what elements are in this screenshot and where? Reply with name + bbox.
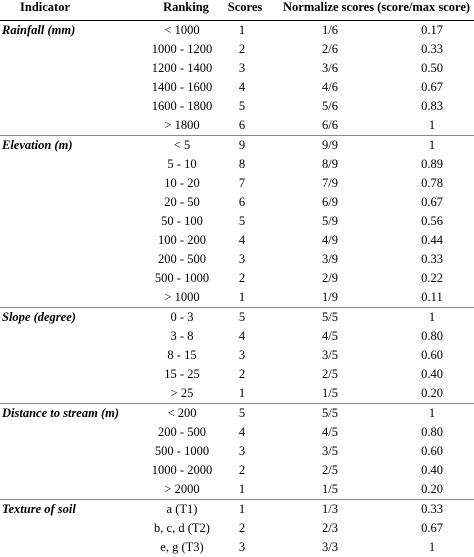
fraction-cell: 3/6 [322,61,338,75]
table-row [0,212,474,231]
ratio-cell: 0.40 [421,463,443,477]
ranking-cell: 500 - 1000 [154,444,210,458]
score-cell: 2 [238,271,246,285]
header-scores: Scores [227,0,263,14]
score-cell: 3 [238,348,246,362]
table-row [0,97,474,116]
ratio-cell: 0.78 [421,176,443,190]
ranking-cell: < 1000 [164,23,200,37]
table-row [0,461,474,480]
ratio-cell: 0.67 [421,195,443,209]
ratio-cell: 0.60 [421,348,443,362]
fraction-cell: 5/9 [322,214,338,228]
score-cell: 4 [238,329,246,343]
ranking-cell: 1400 - 1600 [151,80,213,94]
indicator-label: Rainfall (mm) [2,23,76,37]
ranking-cell: 20 - 50 [164,195,200,209]
fraction-cell: 2/6 [322,42,338,56]
table-body [0,21,474,557]
score-cell: 4 [238,425,246,439]
ranking-cell: 15 - 25 [164,367,200,381]
fraction-cell: 5/5 [322,406,338,420]
table-row [0,269,474,288]
ranking-cell: 200 - 500 [158,252,206,266]
fraction-cell: 1/9 [322,290,338,304]
fraction-cell: 2/9 [322,271,338,285]
table-row [0,308,474,327]
ranking-cell: 1600 - 1800 [151,99,213,113]
table-row [0,365,474,384]
header-indicator: Indicator [20,0,70,14]
ratio-cell: 0.11 [421,290,443,304]
ranking-cell: 3 - 8 [170,329,194,343]
table-row [0,231,474,250]
ratio-cell: 0.83 [421,99,443,113]
ratio-cell: 1 [428,118,436,132]
table-row [0,327,474,346]
ranking-cell: 1000 - 2000 [151,463,213,477]
table-row [0,155,474,174]
table-header [0,0,474,20]
fraction-cell: 3/5 [322,348,338,362]
score-cell: 7 [238,176,246,190]
score-cell: 5 [238,99,246,113]
table-row [0,538,474,557]
header-ranking: Ranking [163,0,209,14]
ratio-cell: 0.50 [421,61,443,75]
fraction-cell: 2/5 [322,463,338,477]
ratio-cell: 1 [428,406,436,420]
score-cell: 2 [238,367,246,381]
ranking-cell: a (T1) [166,502,198,516]
score-cell: 1 [238,23,246,37]
fraction-cell: 3/5 [322,444,338,458]
score-cell: 3 [238,444,246,458]
table-row [0,500,474,519]
score-cell: 1 [238,502,246,516]
score-cell: 6 [238,118,246,132]
ranking-cell: 100 - 200 [158,233,206,247]
ranking-cell: 50 - 100 [161,214,203,228]
indicator-label: Elevation (m) [2,138,73,152]
indicator-label: Distance to stream (m) [2,406,120,420]
fraction-cell: 4/5 [322,425,338,439]
score-cell: 4 [238,233,246,247]
ratio-cell: 0.56 [421,214,443,228]
ratio-cell: 0.20 [421,482,443,496]
table-row [0,423,474,442]
ratio-cell: 0.17 [421,23,443,37]
fraction-cell: 5/5 [322,310,338,324]
ratio-cell: 0.33 [421,252,443,266]
score-cell: 6 [238,195,246,209]
ranking-cell: > 2000 [164,482,200,496]
ratio-cell: 0.44 [421,233,443,247]
table-row [0,384,474,403]
ranking-cell: 8 - 15 [167,348,197,362]
ranking-cell: > 25 [170,386,194,400]
ranking-cell: 10 - 20 [164,176,200,190]
fraction-cell: 1/3 [322,502,338,516]
ranking-cell: 500 - 1000 [154,271,210,285]
fraction-cell: 2/3 [322,521,338,535]
score-cell: 4 [238,80,246,94]
score-cell: 2 [238,42,246,56]
fraction-cell: 6/6 [322,118,338,132]
indicator-label: Texture of soil [2,502,76,516]
ranking-cell: 1000 - 1200 [151,42,213,56]
ranking-cell: b, c, d (T2) [154,521,210,535]
ratio-cell: 1 [428,310,436,324]
ranking-cell: 5 - 10 [167,157,197,171]
fraction-cell: 9/9 [322,138,338,152]
score-cell: 8 [238,157,246,171]
fraction-cell: 7/9 [322,176,338,190]
score-cell: 5 [238,214,246,228]
ranking-cell: > 1800 [164,118,200,132]
fraction-cell: 4/6 [322,80,338,94]
ratio-cell: 0.33 [421,502,443,516]
fraction-cell: 1/6 [322,23,338,37]
table-row [0,78,474,97]
score-cell: 1 [238,290,246,304]
ranking-cell: 200 - 500 [158,425,206,439]
ratio-cell: 0.60 [421,444,443,458]
ratio-cell: 0.22 [421,271,443,285]
fraction-cell: 4/9 [322,233,338,247]
ratio-cell: 0.20 [421,386,443,400]
table-row [0,404,474,423]
ranking-cell: 0 - 3 [170,310,194,324]
table-row [0,21,474,40]
ratio-cell: 0.67 [421,521,443,535]
score-cell: 5 [238,406,246,420]
table-row [0,174,474,193]
ratio-cell: 0.89 [421,157,443,171]
header-normalize: Normalize scores (score/max score) [283,0,471,14]
fraction-cell: 1/5 [322,482,338,496]
ratio-cell: 0.33 [421,42,443,56]
fraction-cell: 3/9 [322,252,338,266]
table-row [0,193,474,212]
score-cell: 1 [238,482,246,496]
score-cell: 2 [238,521,246,535]
ranking-cell: < 200 [167,406,197,420]
ranking-cell: < 5 [173,138,191,152]
indicator-label: Slope (degree) [2,310,76,324]
ratio-cell: 0.67 [421,80,443,94]
ratio-cell: 0.80 [421,329,443,343]
score-cell: 3 [238,252,246,266]
fraction-cell: 2/5 [322,367,338,381]
ratio-cell: 1 [428,138,436,152]
fraction-cell: 8/9 [322,157,338,171]
table-row [0,480,474,499]
table-row [0,116,474,135]
ratio-cell: 1 [428,540,436,554]
table-row [0,519,474,538]
table-row [0,136,474,155]
table-row [0,59,474,78]
score-cell: 3 [238,540,246,554]
table-row [0,40,474,59]
score-cell: 2 [238,463,246,477]
ranking-cell: 1200 - 1400 [151,61,213,75]
ranking-cell: > 1000 [164,290,200,304]
score-cell: 5 [238,310,246,324]
score-cell: 9 [238,138,246,152]
score-cell: 1 [238,386,246,400]
table-row [0,288,474,307]
fraction-cell: 1/5 [322,386,338,400]
ranking-cell: e, g (T3) [160,540,204,554]
fraction-cell: 4/5 [322,329,338,343]
ratio-cell: 0.80 [421,425,443,439]
table-row [0,442,474,461]
fraction-cell: 6/9 [322,195,338,209]
table-row [0,250,474,269]
score-cell: 3 [238,61,246,75]
fraction-cell: 5/6 [322,99,338,113]
fraction-cell: 3/3 [322,540,338,554]
ratio-cell: 0.40 [421,367,443,381]
table-row [0,346,474,365]
